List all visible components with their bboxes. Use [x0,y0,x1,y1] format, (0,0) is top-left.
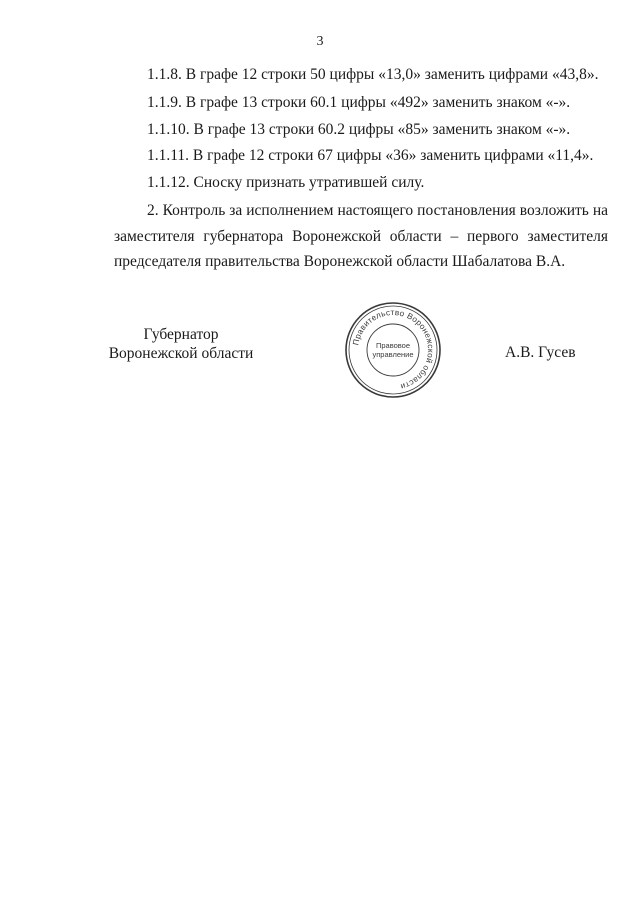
signature-title-line1: Губернатор [143,326,219,343]
signature-title-line2: Воронежской области [108,345,254,362]
official-stamp [343,300,443,400]
list-item: 1.1.11. В графе 12 строки 67 цифры «36» заменить цифрами «11,4». [147,147,594,164]
stamp-center-line2: управление [372,350,414,359]
stamp-ring-text: Правительство Воронежской области [351,307,436,392]
list-item: 1.1.10. В графе 13 строки 60.2 цифры «85» заменить знаком «-». [147,121,571,138]
list-item: 1.1.9. В графе 13 строки 60.1 цифры «492» заменить знаком «-». [147,94,571,111]
list-item: 1.1.8. В графе 12 строки 50 цифры «13,0» заменить цифрами «43,8». [147,66,599,83]
page-number: 3 [316,34,324,49]
signature-title [107,325,255,363]
paragraph-2: 2. Контроль за исполнением настоящего постановления возложить на заместителя губернатора Воронежской области – первого заместителя председателя правительства Воронежской области Шабалатова В.А. [114,202,608,270]
signature-name: А.В. Гусев [505,344,576,361]
list-item: 1.1.12. Сноску признать утратившей силу. [147,174,425,191]
stamp-center-line1: Правовое [375,341,411,350]
